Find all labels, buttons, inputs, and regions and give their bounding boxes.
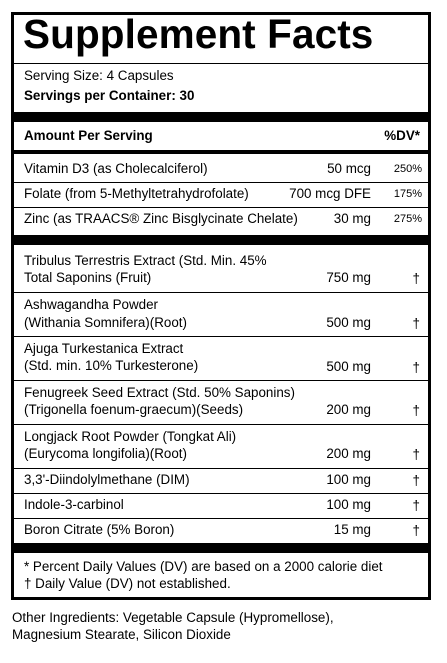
zinc-dv: 275%: [393, 213, 422, 225]
boron-dv: †: [412, 523, 420, 538]
tribulus-line2: Total Saponins (Fruit): [24, 270, 152, 285]
dv-header: %DV*: [384, 128, 420, 143]
fenugreek-dv: †: [412, 403, 420, 418]
vitamin-d3-amount: 50 mcg: [327, 161, 371, 176]
zinc-amount: 30 mg: [333, 211, 371, 226]
title-divider: [14, 63, 428, 64]
longjack-line1: Longjack Root Powder (Tongkat Ali): [24, 429, 237, 444]
longjack-line2: (Eurycoma longifolia)(Root): [24, 446, 187, 461]
ashwagandha-amount: 500 mg: [326, 315, 371, 330]
fenugreek-line1: Fenugreek Seed Extract (Std. 50% Saponins): [24, 385, 295, 400]
row-divider: [14, 336, 428, 337]
footnote-dv-basis: * Percent Daily Values (DV) are based on a 2000 calorie diet: [24, 559, 383, 574]
row-divider: [14, 518, 428, 519]
row-divider: [14, 468, 428, 469]
longjack-dv: †: [412, 447, 420, 462]
row-divider: [14, 292, 428, 293]
boron-amount: 15 mg: [333, 522, 371, 537]
other-ingredients-line1: Other Ingredients: Vegetable Capsule (Hypromellose),: [12, 610, 334, 625]
ajuga-amount: 500 mg: [326, 359, 371, 374]
vitamin-d3-dv: 250%: [393, 163, 422, 175]
ajuga-line2: (Std. min. 10% Turkesterone): [24, 358, 199, 373]
row-divider: [14, 424, 428, 425]
ajuga-line1: Ajuga Turkestanica Extract: [24, 341, 184, 356]
thick-divider-bottom: [14, 543, 428, 553]
servings-per-container: Servings per Container: 30: [24, 88, 195, 103]
indole-name: Indole-3-carbinol: [24, 497, 124, 512]
thick-divider-top: [14, 112, 428, 122]
amount-per-serving-header: Amount Per Serving: [24, 128, 153, 143]
dim-name: 3,3'-Diindolylmethane (DIM): [24, 472, 190, 487]
dim-dv: †: [412, 473, 420, 488]
indole-amount: 100 mg: [326, 497, 371, 512]
other-ingredients: [12, 609, 334, 643]
ajuga-dv: †: [412, 360, 420, 375]
panel-title: Supplement Facts: [23, 11, 374, 57]
tribulus-line1: Tribulus Terrestris Extract (Std. Min. 45%: [24, 253, 267, 268]
fenugreek-amount: 200 mg: [326, 402, 371, 417]
row-divider: [14, 207, 428, 208]
row-divider: [14, 182, 428, 183]
indole-dv: †: [412, 498, 420, 513]
folate-name: Folate (from 5-Methyltetrahydrofolate): [24, 186, 249, 201]
serving-size: Serving Size: 4 Capsules: [24, 68, 174, 83]
zinc-name: Zinc (as TRAACS® Zinc Bisglycinate Chelate): [24, 211, 298, 226]
dim-amount: 100 mg: [326, 472, 371, 487]
folate-dv: 175%: [393, 188, 422, 200]
fenugreek-line2: (Trigonella foenum-graecum)(Seeds): [24, 402, 244, 417]
ashwagandha-line1: Ashwagandha Powder: [24, 297, 158, 312]
footnote-dagger: † Daily Value (DV) not established.: [24, 576, 231, 591]
supplement-facts-panel: [11, 12, 431, 600]
boron-name: Boron Citrate (5% Boron): [24, 522, 175, 537]
ashwagandha-dv: †: [412, 316, 420, 331]
vitamin-d3-name: Vitamin D3 (as Cholecalciferol): [24, 161, 208, 176]
row-divider: [14, 493, 428, 494]
other-ingredients-line2: Magnesium Stearate, Silicon Dioxide: [12, 627, 231, 642]
ashwagandha-line2: (Withania Somnifera)(Root): [24, 315, 187, 330]
thick-divider-middle: [14, 235, 428, 245]
row-divider: [14, 380, 428, 381]
folate-amount: 700 mcg DFE: [289, 186, 371, 201]
tribulus-amount: 750 mg: [326, 270, 371, 285]
longjack-amount: 200 mg: [326, 446, 371, 461]
header-divider: [14, 150, 428, 154]
tribulus-dv: †: [412, 271, 420, 286]
